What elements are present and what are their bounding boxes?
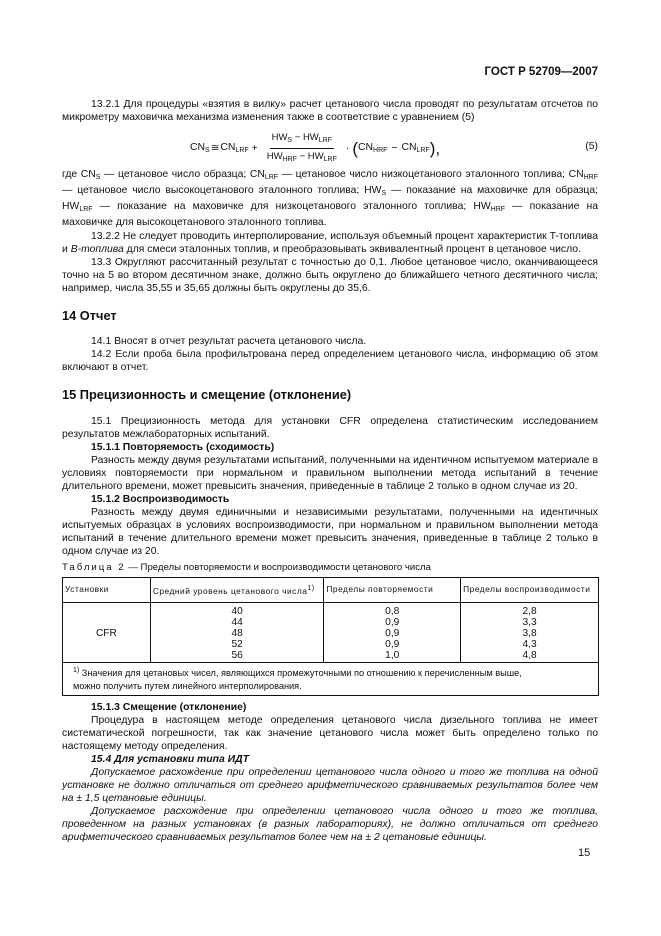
formula-plus: + xyxy=(251,143,258,155)
col-header-install: Установки xyxy=(63,577,151,602)
equation-5 xyxy=(62,128,598,166)
subheading-15-1-2: 15.1.2 Воспроизводимость xyxy=(91,494,230,506)
cell-reprod-values xyxy=(461,602,599,663)
paragraph-14-2: 14.2 Если проба была профильтрована перед определением цетанового числа, информацию об этом включают в отчет. xyxy=(62,349,598,374)
col-header-avg: Средний уровень цетанового числа$^{1)}$ xyxy=(150,577,324,602)
col-header-reprod: Пределы воспроизводимости xyxy=(461,577,599,602)
paragraph-13-2-2: 13.2.2 Не следует проводить интерполирование, используя объемный процент характеристик T-топлива и B-топлива для смеси эталонных топлив, и преобразовывать эквивалентный процент в цетановое число. xyxy=(62,230,598,255)
page-number: 15 xyxy=(578,847,591,859)
subheading-15-4: 15.4 Для установки типа ИДТ xyxy=(91,753,249,765)
formula-bracket-open: ( xyxy=(352,139,358,159)
paragraph-15-1-1: Разность между двумя результатами испытаний, полученными на идентичном испытуемом материале в условиях повторяемости при нормальном и правильном выполнении метода испытаний в течение длительного времени, может превысить значения, приведенные в таблице 2 только в одном случае из 20. xyxy=(62,454,598,492)
table-cell: 52 xyxy=(231,639,243,651)
formula-minus: − xyxy=(391,143,398,155)
page-content xyxy=(62,98,598,845)
table-cell: 0,9 xyxy=(385,639,400,651)
table-note-row xyxy=(63,663,599,695)
subheading-15-1-3: 15.1.3 Смещение (отклонение) xyxy=(91,701,247,713)
section-14-heading: 14 Отчет xyxy=(62,308,117,324)
formula-cn-lrf: $CN_{LRF}$ xyxy=(220,141,249,154)
table-2-caption: Таблица 2 — Пределы повторяемости и воспроизводимости цетанового числа xyxy=(62,561,431,573)
table-cell: 2,8 xyxy=(522,605,537,617)
formula-approx: ≅ xyxy=(210,143,220,155)
table-cell: 56 xyxy=(231,650,243,662)
cell-repeat-values xyxy=(324,602,461,663)
table-footnote: $^{1)}$ Значения для цетановых чисел, являющихся промежуточными по отношению к перечисленным выше, можно получить путем линейного интерполирования. xyxy=(63,663,599,695)
table-cell: 0,9 xyxy=(385,616,400,628)
document-code: ГОСТ Р 52709—2007 xyxy=(484,66,598,78)
table-cell: 48 xyxy=(231,627,243,639)
table-header-row xyxy=(63,577,599,602)
section-15-heading: 15 Прецизионность и смещение (отклонение) xyxy=(62,387,352,403)
paragraph-15-1-2: Разность между двумя единичными и независимыми результатами, полученными на идентичных испытуемых образцах в условиях воспроизводимости, при нормальном и правильном выполнении метода испытаний в течение длительного времени может превысить значения, приведенные в таблице 2 только в одном случае из 20. xyxy=(62,507,598,558)
paragraph-14-1: 14.1 Вносят в отчет результат расчета цетанового числа. xyxy=(91,336,367,348)
fraction-denominator: $HW_{HRF} - HW_{LRF}$ xyxy=(266,151,337,164)
formula-cn-hrf: $CN_{HRF}$ xyxy=(358,141,388,154)
fraction-numerator: $HW_S - HW_{LRF}$ xyxy=(270,131,334,149)
table-cell: 3,8 xyxy=(522,627,537,639)
cell-install: CFR xyxy=(63,602,151,663)
table-cell: 44 xyxy=(231,616,243,628)
paragraph-15-4-1: Допускаемое расхождение при определении цетанового числа одного и того же топлива на одной установке не должно отличаться от среднего арифметического сравниваемых результатов более чем на ± 1,5 цетановые единицы. xyxy=(62,766,598,805)
col-header-repeat: Пределы повторяемости xyxy=(324,577,461,602)
paragraph-15-4-2: Допускаемое расхождение при определении цетанового числа одного и того же топлива, проведенном на разных установках (в разных лабораториях), не должно отличаться от среднего арифметического сравниваемых результатов более чем на ± 2 цетановые единицы. xyxy=(62,806,598,844)
formula-bracket-close: ), xyxy=(429,139,441,159)
table-cell: 4,3 xyxy=(522,639,537,651)
table-cell: 0,8 xyxy=(385,605,400,617)
table-cell: 0,9 xyxy=(385,627,400,639)
table-cell: 4,8 xyxy=(522,650,537,662)
table-cell: 40 xyxy=(231,605,243,617)
precision-table xyxy=(62,577,599,696)
table-row xyxy=(63,602,599,663)
paragraph-15-1-3: Процедура в настоящем методе определения цетанового числа дизельного топлива не имеет систематической погрешности, так как значение цетанового числа может быть определено только по настоящему методу определения. xyxy=(62,714,598,752)
table-cell: 1,0 xyxy=(385,650,400,662)
paragraph-15-1: 15.1 Прецизионность метода для установки CFR определена статистическим исследованием результатов межлабораторных испытаний. xyxy=(62,415,598,440)
paragraph-13-3: 13.3 Округляют рассчитанный результат с точностью до 0,1. Любое цетановое число, оканчивающееся точно на 5 во втором десятичном знаке, должно быть округлено до ближайшего четного десятичного числа; например, числа 35,55 и 35,65 должны быть округлены до 35,6. xyxy=(62,256,598,294)
paragraph-13-2-1: 13.2.1 Для процедуры «взятия в вилку» расчет цетанового числа проводят по результатам отсчетов по микрометру маховичка механизма изменения также в соответствие с уравнением (5) xyxy=(62,99,598,124)
cell-avg-values xyxy=(150,602,324,663)
formula-cn-lrf-2: $CN_{LRF}$ xyxy=(401,141,430,154)
formula-cn-s: $CN_S$ xyxy=(190,141,210,154)
subheading-15-1-1: 15.1.1 Повторяемость (сходимость) xyxy=(91,441,275,453)
table-cell: 3,3 xyxy=(522,616,537,628)
equation-number: (5) xyxy=(585,141,598,153)
formula-fraction xyxy=(265,131,339,166)
formula-dot: · xyxy=(345,143,350,155)
formula-definitions: где $CN_S$ — цетановое число образца; $CN_{LRF}$ — цетановое число низкоцетанового эталонного топлива; $CN_{HRF}$ — цетановое число высокоцетанового эталонного топлива; $HW_S$ — показание на маховичке для образца; $HW_{LRF}$ — показание на маховичке для низкоцетанового эталонного топлива; $HW_{HRF}$ — показание на маховичке для высокоцетанового эталонного топлива. xyxy=(62,169,599,229)
